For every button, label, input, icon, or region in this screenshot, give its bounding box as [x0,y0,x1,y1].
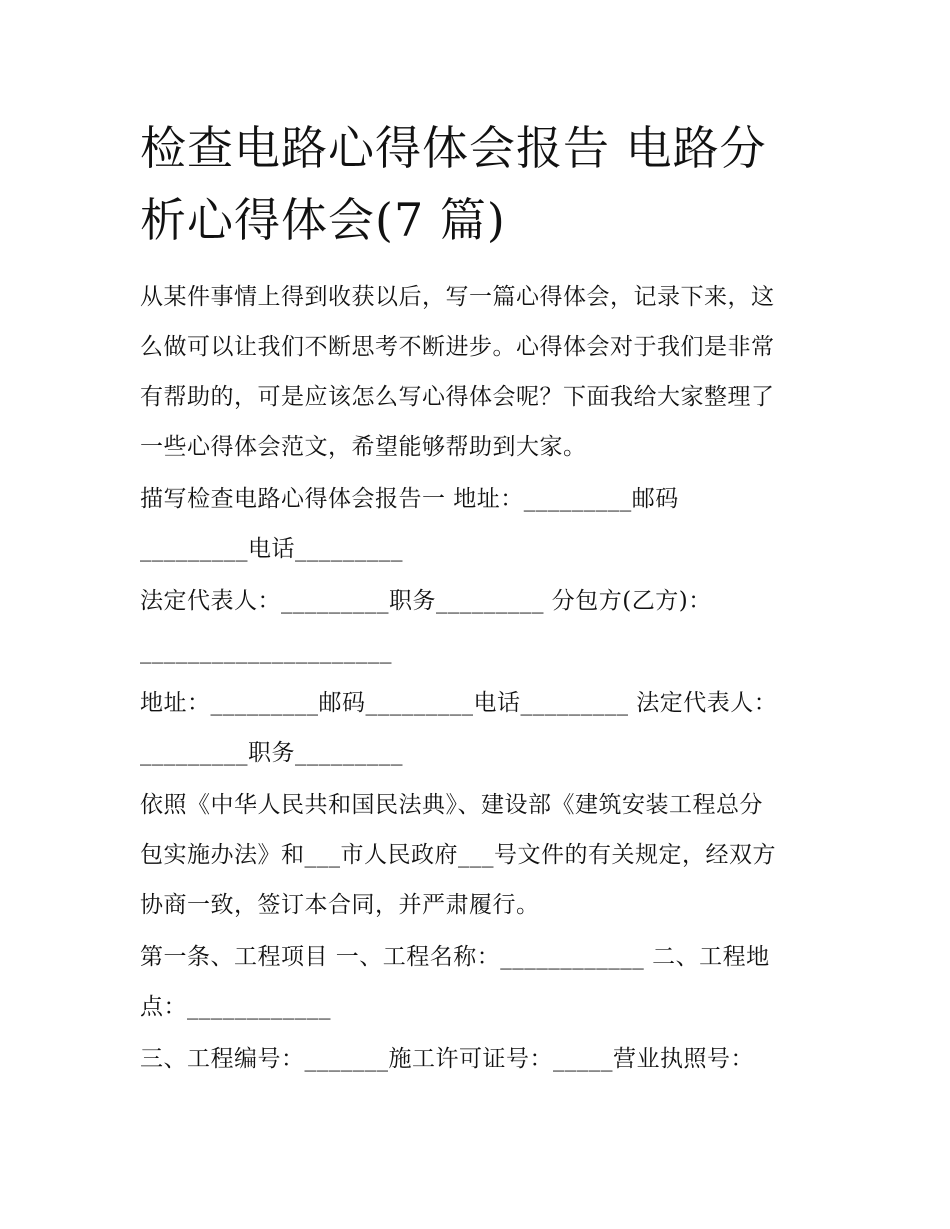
text-line: 点：____________ [140,994,331,1020]
title-line-1: 检查电路心得体会报告 电路分 [140,121,767,175]
text-line: _________电话_________ [140,536,403,562]
text-line: 一些心得体会范文，希望能够帮助到大家。 [140,434,587,460]
text-line: 包实施办法》和___市人民政府___号文件的有关规定，经双方 [140,842,776,868]
text-line: 么做可以让我们不断思考不断进步。心得体会对于我们是非常 [140,334,775,360]
article-one-paragraph [140,932,820,1032]
legal-basis-paragraph [140,780,820,930]
subcontractor-address-paragraph [140,678,820,778]
text-line: _____________________ [140,638,392,664]
text-line: 第一条、工程项目 一、工程名称：____________ 二、工程地 [140,944,770,970]
intro-paragraph [140,272,820,472]
text-line: 法定代表人：_________职务_________ 分包方(乙方)： [140,588,712,614]
address-paragraph [140,474,820,574]
document-page [140,112,820,1086]
title-line-2: 析心得体会(7 篇) [140,193,506,247]
project-number-paragraph [140,1034,820,1084]
text-line: 地址：_________邮码_________电话_________ 法定代表人： [140,690,778,716]
text-line: 依照《中华人民共和国民法典》、建设部《建筑安装工程总分 [140,792,763,818]
text-line: 从某件事情上得到收获以后，写一篇心得体会，记录下来，这 [140,284,775,310]
text-line: 有帮助的，可是应该怎么写心得体会呢？下面我给大家整理了 [140,384,775,410]
text-line: 三、工程编号：_______施工许可证号：_____营业执照号： [140,1046,754,1072]
text-line: 协商一致，签订本合同，并严肃履行。 [140,892,540,918]
text-line: _________职务_________ [140,740,403,766]
legal-rep-paragraph [140,576,820,676]
text-line: 描写检查电路心得体会报告一 地址：_________邮码 [140,486,679,512]
document-title [140,112,820,256]
